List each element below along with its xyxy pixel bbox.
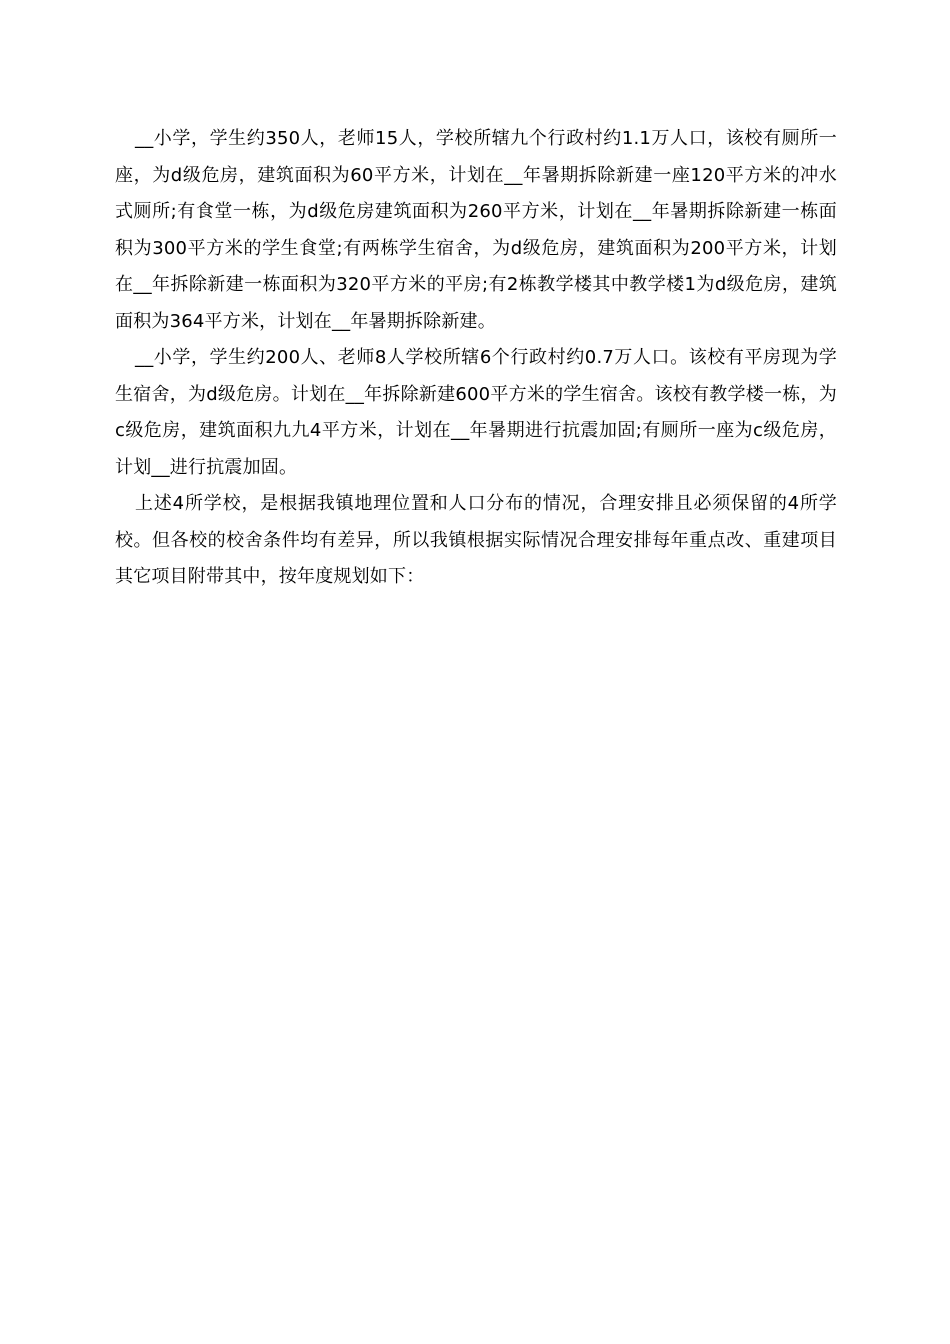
paragraph-summary: 上述4所学校，是根据我镇地理位置和人口分布的情况，合理安排且必须保留的4所学校。但各校的校舍条件均有差异，所以我镇根据实际情况合理安排每年重点改、重建项目其它项目附带其中，按年度规划如下： [115,493,837,587]
paragraph-school-1: __小学，学生约350人，老师15人，学校所辖九个行政村约1.1万人口，该校有厕所一座，为d级危房，建筑面积为60平方米，计划在__年暑期拆除新建一座120平方米的冲水式厕所;有食堂一栋，为d级危房建筑面积为260平方米，计划在__年暑期拆除新建一栋面积为300平方米的学生食堂;有两栋学生宿舍，为d级危房，建筑面积为200平方米，计划在__年拆除新建一栋面积为320平方米的平房;有2栋教学楼其中教学楼1为d级危房，建筑面积为364平方米，计划在__年暑期拆除新建。 [115,128,837,332]
document-body [115,121,837,596]
paragraph-school-2: __小学，学生约200人、老师8人学校所辖6个行政村约0.7万人口。该校有平房现为学生宿舍，为d级危房。计划在__年拆除新建600平方米的学生宿舍。该校有教学楼一栋，为c级危房，建筑面积九九4平方米，计划在__年暑期进行抗震加固;有厕所一座为c级危房，计划__进行抗震加固。 [115,347,837,478]
